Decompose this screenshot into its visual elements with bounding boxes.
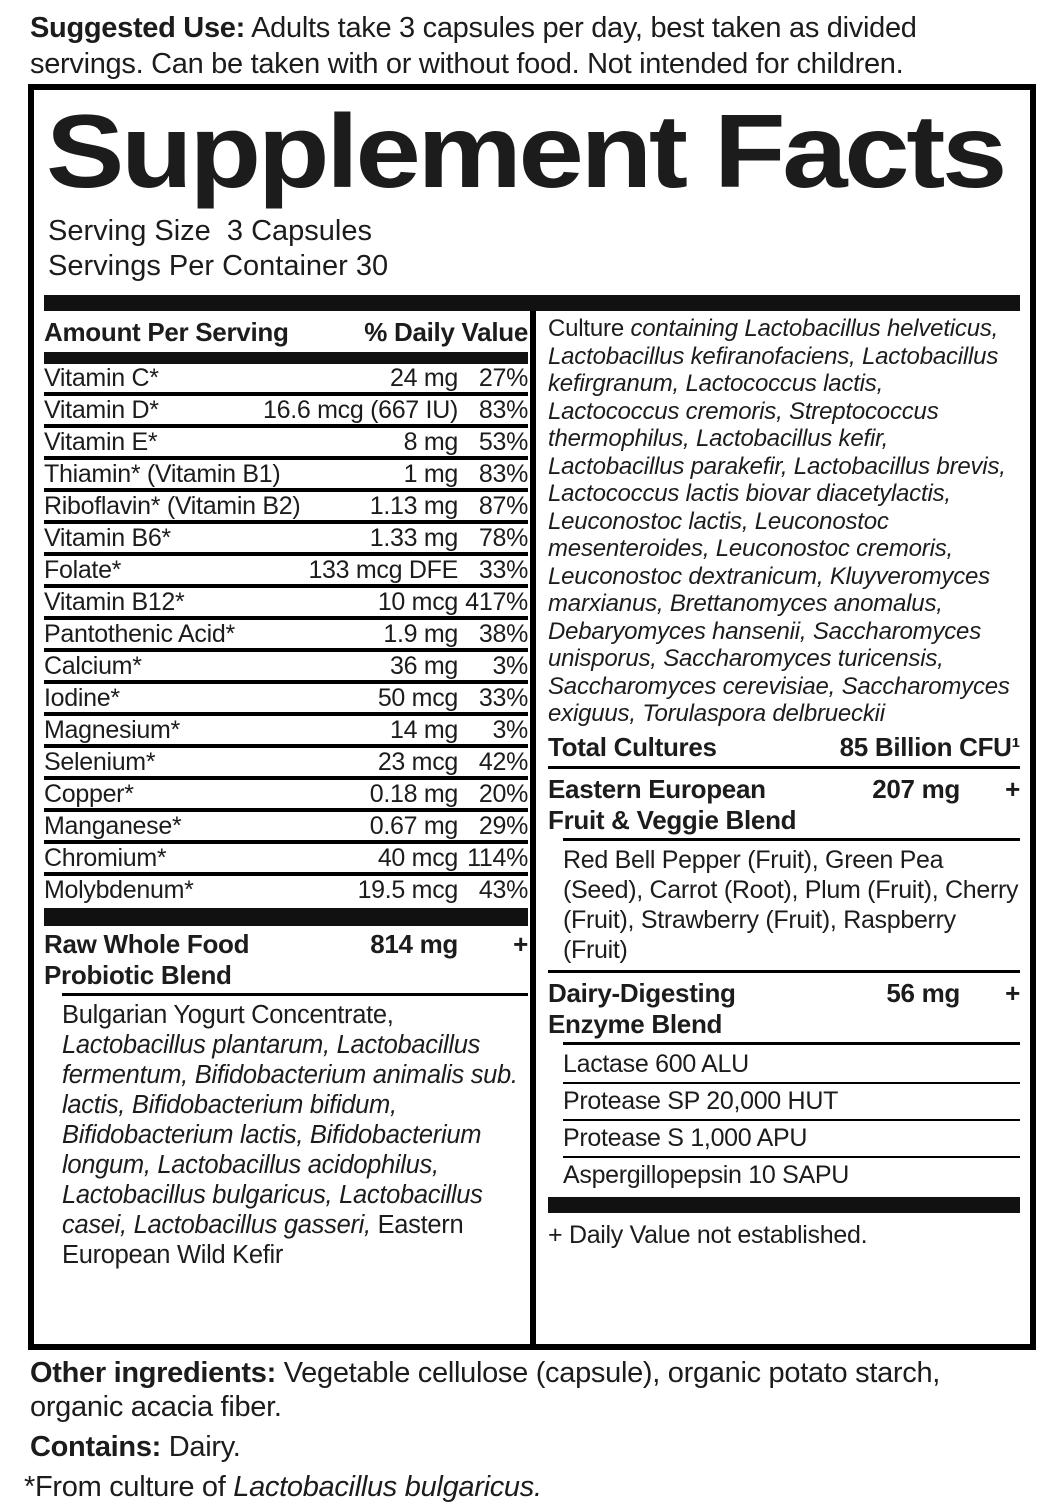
nutrient-amount: 10 mcg [377, 588, 458, 616]
suggested-use-label: Suggested Use: [30, 12, 245, 44]
enzyme-row [548, 1082, 1020, 1119]
nutrient-daily-value: 29% [478, 812, 528, 840]
nutrient-name: Calcium* [44, 652, 142, 680]
enzyme-item: Protease SP 20,000 HUT [563, 1086, 839, 1115]
nutrient-name: Riboflavin* (Vitamin B2) [44, 492, 301, 520]
nutrient-amount: 133 mcg DFE [308, 556, 458, 584]
nutrient-name: Copper* [44, 780, 134, 808]
nutrient-daily-value: 417% [465, 588, 528, 616]
fruit-veggie-blend-name-line2: Fruit & Veggie Blend [548, 804, 797, 835]
nutrient-amount: 0.18 mg [369, 780, 458, 808]
nutrient-name: Vitamin E* [44, 428, 158, 456]
fruit-veggie-blend-dv: + [1005, 773, 1020, 804]
nutrient-daily-value: 83% [478, 396, 528, 424]
nutrient-name: Vitamin D* [44, 396, 159, 424]
nutrient-daily-value: 78% [478, 524, 528, 552]
probiotic-blend-name-line2: Probiotic Blend [44, 960, 232, 990]
nutrient-amount: 1.13 mg [369, 492, 458, 520]
nutrient-daily-value: 27% [478, 364, 528, 392]
section-divider-bar [44, 908, 528, 926]
nutrient-table [44, 364, 528, 904]
nutrient-amount: 50 mcg [377, 684, 458, 712]
nutrient-name: Magnesium* [44, 716, 180, 744]
probiotic-blend-header [44, 926, 528, 991]
suggested-use-text: Adults take 3 capsules per day, best taken as divided servings. Can be taken with or without food. Not intended for children. [30, 12, 917, 80]
servings-per-container: Servings Per Container 30 [48, 250, 389, 282]
nutrient-amount: 1.9 mg [383, 620, 458, 648]
nutrient-daily-value: 38% [478, 620, 528, 648]
nutrient-row [44, 648, 528, 680]
section-rule [548, 970, 1020, 973]
enzyme-item: Lactase 600 ALU [563, 1049, 749, 1078]
fruit-veggie-blend-amount: 207 mg [872, 773, 960, 804]
nutrient-amount: 14 mg [390, 716, 458, 744]
contains-statement [30, 1430, 1036, 1464]
nutrient-daily-value: 53% [478, 428, 528, 456]
nutrient-name: Pantothenic Acid* [44, 620, 235, 648]
nutrient-row [44, 776, 528, 808]
nutrient-row [44, 584, 528, 616]
nutrient-row [44, 616, 528, 648]
nutrient-amount: 16.6 mcg (667 IU) [263, 396, 458, 424]
nutrient-amount: 24 mg [390, 364, 458, 392]
right-column [536, 311, 1020, 1349]
nutrient-daily-value: 87% [478, 492, 528, 520]
nutrient-name: Vitamin B12* [44, 588, 185, 616]
nutrient-name: Selenium* [44, 748, 156, 776]
nutrient-name: Vitamin C* [44, 364, 159, 392]
nutrient-row [44, 488, 528, 520]
section-rule [548, 766, 1020, 769]
asterisk-footnote: *From culture of Lactobacillus bulgaricus. [24, 1471, 542, 1503]
blend-rule [563, 838, 1020, 841]
nutrient-amount: 8 mg [403, 428, 458, 456]
left-column [44, 311, 530, 1349]
nutrient-row [44, 872, 528, 904]
nutrient-daily-value: 114% [467, 844, 528, 872]
nutrient-daily-value: 83% [478, 460, 528, 488]
nutrient-amount: 23 mcg [377, 748, 458, 776]
amount-per-serving-header: Amount Per Serving [44, 317, 289, 347]
nutrient-amount: 36 mg [390, 652, 458, 680]
nutrient-name: Thiamin* (Vitamin B1) [44, 460, 281, 488]
nutrient-daily-value: 33% [478, 684, 528, 712]
enzyme-blend-amount: 56 mg [886, 977, 960, 1008]
enzyme-blend-header [548, 975, 1020, 1040]
top-divider-bar [44, 295, 1020, 311]
enzyme-row [548, 1047, 1020, 1082]
nutrient-daily-value: 42% [478, 748, 528, 776]
probiotic-blend-name [44, 929, 344, 991]
enzyme-blend-name-line2: Enzyme Blend [548, 1008, 723, 1039]
total-cultures-label: Total Cultures [548, 731, 717, 762]
nutrient-name: Iodine* [44, 684, 120, 712]
probiotic-ingredients: Bulgarian Yogurt Concentrate, Lactobacillus plantarum, Lactobacillus fermentum, Bifidobacterium animalis sub. lactis, Bifidobacterium bifidum, Bifidobacterium lactis, Bifidobacterium longum, Lactobacillus acidophilus, Lactobacillus bulgaricus, Lactobacillus casei, Lactobacillus gasseri, Eastern European Wild Kefir [62, 1001, 518, 1269]
nutrient-row [44, 680, 528, 712]
enzyme-row [548, 1119, 1020, 1156]
nutrient-row [44, 456, 528, 488]
total-cultures-row [548, 728, 1020, 764]
nutrient-amount: 19.5 mcg [357, 876, 458, 904]
footnote-divider-bar [548, 1197, 1020, 1213]
nutrient-daily-value: 43% [478, 876, 528, 904]
nutrient-amount: 1.33 mg [369, 524, 458, 552]
enzyme-blend-name-line1: Dairy-Digesting [548, 977, 736, 1008]
enzyme-blend-dv: + [1005, 977, 1020, 1008]
table-header [44, 315, 528, 352]
nutrient-daily-value: 3% [492, 652, 528, 680]
other-ingredients-text: Vegetable cellulose (capsule), organic potato starch, organic acacia fiber. [30, 1357, 941, 1423]
culture-list: Culture containing Lactobacillus helveticus, Lactobacillus kefiranofaciens, Lactobacillus kefirgranum, Lactococcus lactis, Lactococcus cremoris, Streptococcus thermophilus, Lactobacillus kefir, Lactobacillus parakefir, Lactobacillus brevis, Lactococcus lactis biovar diacetylactis, Leuconostoc lactis, Leuconostoc mesenteroides, Leuconostoc cremoris, Leuconostoc dextranicum, Kluyveromyces marxianus, Brettanomyces anomalus, Debaryomyces hansenii, Saccharomyces unisporus, Saccharomyces turicensis, Saccharomyces cerevisiae, Saccharomyces exiguus, Torulaspora delbrueckii [548, 315, 1010, 727]
blend-rule [62, 993, 528, 996]
nutrient-row [44, 552, 528, 584]
probiotic-blend-name-line1: Raw Whole Food [44, 929, 250, 959]
supplement-facts-panel [28, 84, 1036, 1350]
nutrient-daily-value: 20% [478, 780, 528, 808]
enzyme-item: Aspergillopepsin 10 SAPU [563, 1160, 850, 1189]
nutrient-daily-value: 3% [492, 716, 528, 744]
daily-value-footnote: + Daily Value not established. [548, 1220, 868, 1249]
nutrient-amount: 1 mg [403, 460, 458, 488]
nutrient-row [44, 808, 528, 840]
enzyme-blend-name [548, 978, 838, 1040]
nutrient-name: Molybdenum* [44, 876, 194, 904]
header-divider-bar [44, 352, 528, 364]
nutrient-row [44, 744, 528, 776]
nutrient-amount: 40 mcg [377, 844, 458, 872]
nutrient-name: Chromium* [44, 844, 167, 872]
nutrient-row [44, 712, 528, 744]
suggested-use [30, 10, 1036, 82]
enzyme-item: Protease S 1,000 APU [563, 1123, 808, 1152]
bottom-notes [24, 1356, 1036, 1504]
probiotic-blend-dv: + [513, 929, 528, 959]
probiotic-blend-amount: 814 mg [370, 929, 458, 959]
nutrient-row [44, 840, 528, 872]
fruit-veggie-blend-name [548, 774, 838, 836]
nutrient-name: Vitamin B6* [44, 524, 171, 552]
total-cultures-value: 85 Billion CFU¹ [839, 731, 1020, 762]
enzyme-list [548, 1047, 1020, 1193]
nutrient-name: Folate* [44, 556, 122, 584]
nutrient-daily-value: 33% [478, 556, 528, 584]
nutrient-row [44, 424, 528, 456]
blend-rule [563, 1042, 1020, 1045]
serving-size: Serving Size 3 Capsules [48, 215, 372, 247]
panel-title: Supplement Facts [46, 94, 1004, 210]
nutrient-row [44, 364, 528, 392]
enzyme-row [548, 1156, 1020, 1193]
fruit-veggie-blend-header [548, 771, 1020, 836]
other-ingredients-label: Other ingredients: [30, 1357, 276, 1389]
nutrient-amount: 0.67 mg [369, 812, 458, 840]
nutrient-row [44, 392, 528, 424]
fruit-veggie-blend-name-line1: Eastern European [548, 773, 766, 804]
daily-value-header: % Daily Value [364, 317, 528, 347]
contains-label: Contains: [30, 1431, 162, 1463]
nutrient-row [44, 520, 528, 552]
other-ingredients [30, 1356, 1036, 1424]
nutrient-name: Manganese* [44, 812, 182, 840]
fruit-veggie-ingredients: Red Bell Pepper (Fruit), Green Pea (Seed), Carrot (Root), Plum (Fruit), Cherry (Fruit), Strawberry (Fruit), Raspberry (Fruit) [563, 845, 1019, 964]
panel-columns [44, 311, 1020, 1349]
contains-text: Dairy. [161, 1431, 241, 1463]
